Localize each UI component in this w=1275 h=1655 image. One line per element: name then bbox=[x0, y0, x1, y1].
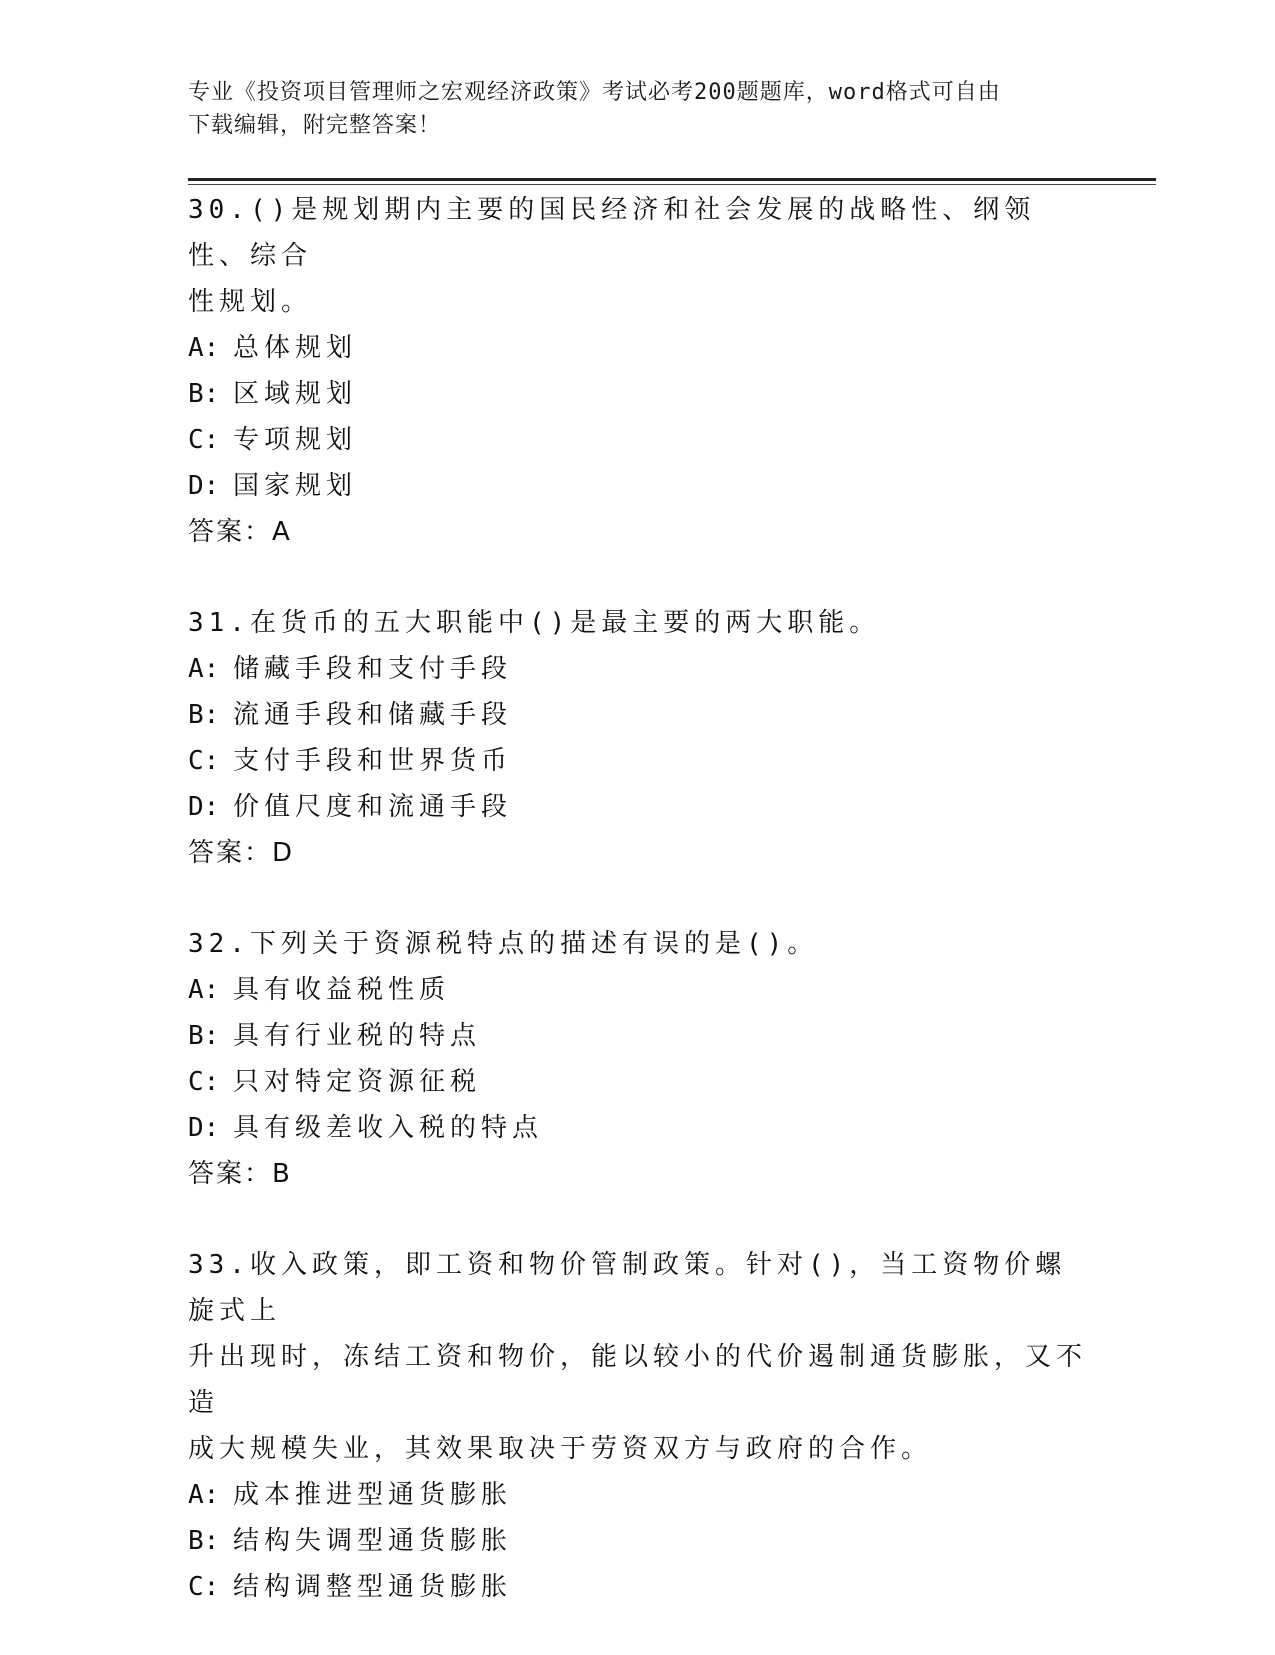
option-letter: D: bbox=[188, 792, 220, 822]
option-c bbox=[188, 417, 1088, 463]
option-a bbox=[188, 646, 1088, 692]
option-letter: B: bbox=[188, 700, 220, 730]
option-a bbox=[188, 967, 1088, 1013]
option-d bbox=[188, 1105, 1088, 1151]
option-letter: C: bbox=[188, 1572, 220, 1602]
option-a bbox=[188, 1472, 1088, 1518]
option-letter: D: bbox=[188, 1113, 220, 1143]
option-letter: B: bbox=[188, 379, 220, 409]
option-text: 储藏手段和支付手段 bbox=[233, 654, 513, 684]
option-b bbox=[188, 1013, 1088, 1059]
option-text: 总体规划 bbox=[233, 333, 358, 363]
option-b bbox=[188, 371, 1088, 417]
option-letter: B: bbox=[188, 1021, 220, 1051]
option-text: 成本推进型通货膨胀 bbox=[233, 1480, 513, 1510]
option-letter: C: bbox=[188, 1067, 220, 1097]
option-d bbox=[188, 463, 1088, 509]
option-text: 具有级差收入税的特点 bbox=[233, 1113, 544, 1143]
question-32 bbox=[188, 921, 1088, 1197]
question-list bbox=[188, 187, 1088, 1655]
option-letter: C: bbox=[188, 425, 220, 455]
option-text: 区域规划 bbox=[233, 379, 358, 409]
option-c bbox=[188, 738, 1088, 784]
option-text: 国家规划 bbox=[233, 471, 358, 501]
question-stem: 成大规模失业，其效果取决于劳资双方与政府的合作。 bbox=[188, 1434, 933, 1464]
option-letter: D: bbox=[188, 471, 220, 501]
option-d bbox=[188, 784, 1088, 830]
question-stem: 30.()是规划期内主要的国民经济和社会发展的战略性、纲领性、综合 bbox=[188, 195, 1036, 271]
option-c bbox=[188, 1564, 1088, 1610]
header-divider-thick bbox=[188, 178, 1156, 181]
header-title-line-1: 专业《投资项目管理师之宏观经济政策》考试必考200题题库，word格式可自由 bbox=[188, 80, 1001, 105]
question-stem: 性规划。 bbox=[188, 287, 313, 317]
option-b bbox=[188, 692, 1088, 738]
answer-key: 答案：B bbox=[188, 1159, 292, 1189]
option-a bbox=[188, 325, 1088, 371]
option-letter: A: bbox=[188, 654, 220, 684]
option-text: 价值尺度和流通手段 bbox=[233, 792, 513, 822]
option-text: 结构失调型通货膨胀 bbox=[233, 1526, 513, 1556]
answer-key: 答案：D bbox=[188, 838, 295, 868]
question-stem: 33.收入政策，即工资和物价管制政策。针对()，当工资物价螺旋式上 bbox=[188, 1250, 1067, 1326]
option-letter: A: bbox=[188, 1480, 220, 1510]
option-text: 支付手段和世界货币 bbox=[233, 746, 513, 776]
question-stem: 32.下列关于资源税特点的描述有误的是()。 bbox=[188, 929, 819, 959]
option-text: 结构调整型通货膨胀 bbox=[233, 1572, 513, 1602]
question-stem: 升出现时，冻结工资和物价，能以较小的代价遏制通货膨胀，又不造 bbox=[188, 1342, 1088, 1418]
option-letter: A: bbox=[188, 333, 220, 363]
header-title-line-2: 下载编辑，附完整答案！ bbox=[188, 113, 442, 138]
option-text: 具有收益税性质 bbox=[233, 975, 451, 1005]
option-text: 只对特定资源征税 bbox=[233, 1067, 482, 1097]
question-33 bbox=[188, 1242, 1088, 1610]
question-30 bbox=[188, 187, 1088, 555]
question-31 bbox=[188, 600, 1088, 876]
document-header bbox=[188, 76, 1068, 142]
option-text: 具有行业税的特点 bbox=[233, 1021, 482, 1051]
option-letter: B: bbox=[188, 1526, 220, 1556]
option-letter: C: bbox=[188, 746, 220, 776]
header-divider-thin bbox=[188, 184, 1156, 185]
option-c bbox=[188, 1059, 1088, 1105]
question-stem: 31.在货币的五大职能中()是最主要的两大职能。 bbox=[188, 608, 881, 638]
option-letter: A: bbox=[188, 975, 220, 1005]
option-text: 流通手段和储藏手段 bbox=[233, 700, 513, 730]
answer-key: 答案：A bbox=[188, 517, 292, 547]
option-b bbox=[188, 1518, 1088, 1564]
option-text: 专项规划 bbox=[233, 425, 358, 455]
